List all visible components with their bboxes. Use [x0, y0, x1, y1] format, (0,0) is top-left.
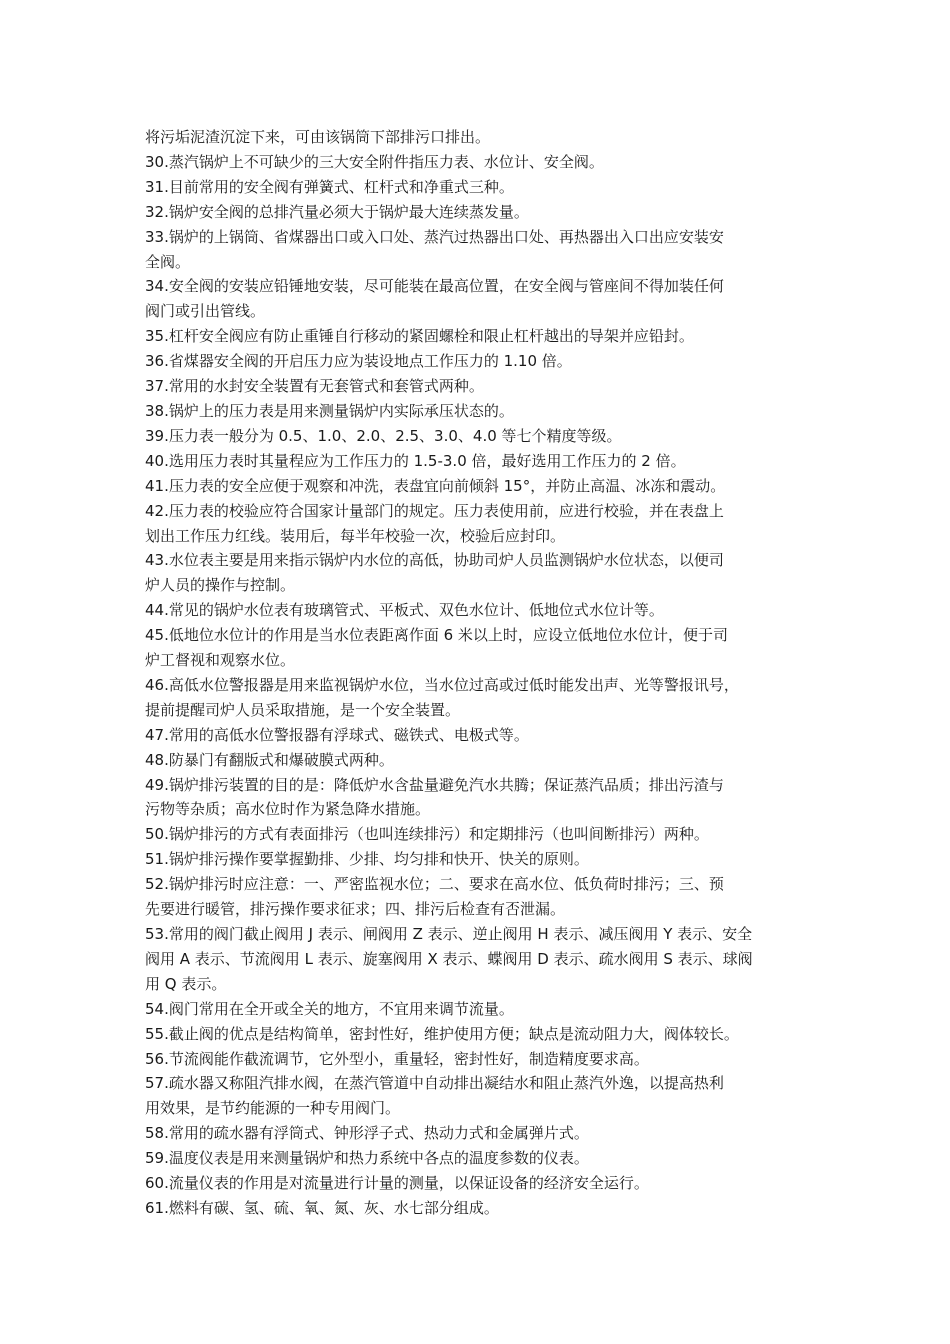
- text-line: 炉人员的操作与控制。: [145, 576, 296, 595]
- text-line: 污物等杂质；高水位时作为紧急降水措施。: [145, 800, 431, 819]
- text-line: 59.温度仪表是用来测量锅炉和热力系统中各点的温度参数的仪表。: [145, 1149, 589, 1168]
- text-line: 37.常用的水封安全装置有无套管式和套管式两种。: [145, 377, 484, 396]
- text-line: 39.压力表一般分为 0.5、1.0、2.0、2.5、3.0、4.0 等七个精度等级。: [145, 426, 622, 445]
- text-line: 60.流量仪表的作用是对流量进行计量的测量，以保证设备的经济安全运行。: [145, 1174, 649, 1193]
- text-line: 53.常用的阀门截止阀用 J 表示、闸阀用 Z 表示、逆止阀用 H 表示、减压阀用 Y 表示、安全: [145, 925, 753, 943]
- text-line: 将污垢泥渣沉淀下来，可由该锅筒下部排污口排出。: [145, 128, 491, 146]
- text-line: 用 Q 表示。: [145, 974, 227, 993]
- text-line: 阀门或引出管线。: [145, 302, 266, 321]
- text-line: 41.压力表的安全应便于观察和冲洗，表盘宜向前倾斜 15°，并防止高温、冰冻和震动。: [145, 476, 726, 495]
- text-line: 炉工督视和观察水位。: [145, 651, 296, 670]
- text-line: 57.疏水器又称阻汽排水阀，在蒸汽管道中自动排出凝结水和阻止蒸汽外逸，以提高热利: [145, 1074, 724, 1093]
- text-line: 36.省煤器安全阀的开启压力应为装设地点工作压力的 1.10 倍。: [145, 352, 572, 371]
- text-line: 51.锅炉排污操作要掌握勤排、少排、均匀排和快开、快关的原则。: [145, 850, 589, 869]
- text-line: 44.常见的锅炉水位表有玻璃管式、平板式、双色水位计、低地位式水位计等。: [145, 601, 664, 620]
- text-line: 58.常用的疏水器有浮筒式、钟形浮子式、热动力式和金属弹片式。: [145, 1124, 589, 1143]
- text-line: 31.目前常用的安全阀有弹簧式、杠杆式和净重式三种。: [145, 177, 514, 196]
- text-line: 54.阀门常用在全开或全关的地方，不宜用来调节流量。: [145, 999, 514, 1018]
- text-line: 划出工作压力红线。装用后，每半年校验一次，校验后应封印。: [145, 526, 566, 545]
- text-line: 35.杠杆安全阀应有防止重锤自行移动的紧固螺栓和限止杠杆越出的导架并应铅封。: [145, 327, 694, 346]
- text-line: 40.选用压力表时其量程应为工作压力的 1.5-3.0 倍，最好选用工作压力的 2 倍。: [145, 451, 686, 470]
- text-line: 32.锅炉安全阀的总排汽量必须大于锅炉最大连续蒸发量。: [145, 202, 529, 221]
- text-line: 30.蒸汽锅炉上不可缺少的三大安全附件指压力表、水位计、安全阀。: [145, 152, 604, 171]
- text-line: 阀用 A 表示、节流阀用 L 表示、旋塞阀用 X 表示、蝶阀用 D 表示、疏水阀用 S 表示、球阀: [145, 949, 753, 968]
- text-line: 50.锅炉排污的方式有表面排污（也叫连续排污）和定期排污（也叫间断排污）两种。: [145, 825, 709, 844]
- text-line: 全阀。: [145, 252, 191, 271]
- text-line: 61.燃料有碳、氢、硫、氧、氮、灰、水七部分组成。: [145, 1198, 499, 1217]
- text-line: 提前提醒司炉人员采取措施，是一个安全装置。: [145, 700, 461, 719]
- text-line: 33.锅炉的上锅筒、省煤器出口或入口处、蒸汽过热器出口处、再热器出入口出应安装安: [145, 227, 724, 246]
- text-line: 48.防暴门有翻版式和爆破膜式两种。: [145, 750, 394, 769]
- text-line: 49.锅炉排污装置的目的是：降低炉水含盐量避免汽水共腾；保证蒸汽品质；排出污渣与: [145, 775, 724, 794]
- text-line: 56.节流阀能作截流调节，它外型小，重量轻，密封性好，制造精度要求高。: [145, 1049, 649, 1068]
- text-line: 38.锅炉上的压力表是用来测量锅炉内实际承压状态的。: [145, 401, 514, 420]
- text-line: 34.安全阀的安装应铅锤地安装，尽可能装在最高位置，在安全阀与管座间不得加装任何: [145, 277, 724, 296]
- text-line: 55.截止阀的优点是结构简单，密封性好，维护使用方便；缺点是流动阻力大，阀体较长。: [145, 1024, 739, 1043]
- text-line: 45.低地位水位计的作用是当水位表距离作面 6 米以上时，应设立低地位水位计，便于司: [145, 626, 728, 645]
- text-line: 用效果，是节约能源的一种专用阀门。: [145, 1099, 401, 1118]
- text-line: 43.水位表主要是用来指示锅炉内水位的高低，协助司炉人员监测锅炉水位状态，以便司: [145, 551, 724, 570]
- text-line: 47.常用的高低水位警报器有浮球式、磁铁式、电极式等。: [145, 725, 529, 744]
- text-line: 42.压力表的校验应符合国家计量部门的规定。压力表使用前，应进行校验，并在表盘上: [145, 501, 724, 520]
- text-line: 先要进行暖管，排污操作要求征求；四、排污后检查有否泄漏。: [145, 900, 566, 919]
- text-line: 52.锅炉排污时应注意：一、严密监视水位；二、要求在高水位、低负荷时排污；三、预: [145, 875, 724, 894]
- text-line: 46.高低水位警报器是用来监视锅炉水位，当水位过高或过低时能发出声、光等警报讯号，: [145, 675, 739, 694]
- document-body: [145, 125, 815, 1221]
